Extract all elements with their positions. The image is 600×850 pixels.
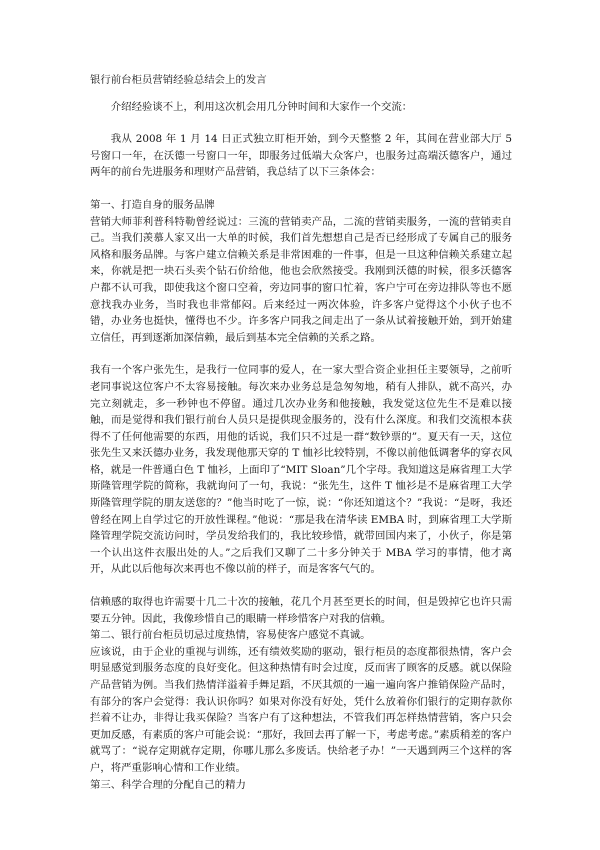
section-1-body: 营销大师菲利普科特勒曾经说过：三流的营销卖产品，二流的营销卖服务，一流的营销卖自己。当我们羡慕人家又出一大单的时候，我们首先想想自己是否已经形成了专属自己的服务风格和服务品牌。与客户建立信赖关系是非常困难的一件事，但是一旦这种信赖关系建立起来，你就是把一块石头卖个钻石价给他，他也会欣然接受。我刚到沃德的时候，很多沃德客户都不认可我，即使我这个窗口空着，旁边同事的窗口忙着，客户宁可在旁边排队等也不愿意找我办业务，当时我也非常郁闷。后来经过一两次体验，许多客户觉得这个小伙子也不错，办业务也挺快，懂得也不少。许多客户同我之间走出了一条从试着接触开始，到开始建立信任，再到逐渐加深信赖，最后到基本完全信赖的关系之路。 <box>90 215 512 344</box>
section-2-heading: 第二、银行前台柜员切忌过度热情，容易使客户感觉不真诚。 <box>90 629 371 642</box>
opening-paragraph: 我从 2008 年 1 月 14 日正式独立盯柜开始，到今天整整 2 年，其间在营业部大厅 5 号窗口一年，在沃德一号窗口一年，即服务过低端大众客户，也服务过高端沃德客户，通过两年的前台先进服务和理财产品营销，我总结了以下三条体会： <box>90 133 512 179</box>
trust-paragraph: 信赖感的取得也许需要十几二十次的接触，花几个月甚至更长的时间，但是毁掉它也许只需要五分钟。因此，我像珍惜自己的眼睛一样珍惜客户对我的信赖。 <box>90 596 512 625</box>
document-body <box>90 72 512 793</box>
customer-story-paragraph: 我有一个客户张先生，是我行一位同事的爱人，在一家大型合资企业担任主要领导，之前听老同事说这位客户不太容易接触。每次来办业务总是急匆匆地，稍有人排队，就不高兴，办完立刻就走，多一秒钟也不停留。通过几次办业务和他接触，我发觉这位先生不是难以接触，而是觉得和我们银行前台人员只是提供现金服务的，没有什么深度。和我们交流根本获得不了任何他需要的东西，用他的话说，我们只不过是一群“数钞票的”。夏天有一天，这位张先生又来沃德办业务，我发现他那天穿的 T 恤衫比较特别，不像以前他低调奢华的穿衣风格，就是一件普通白色 T 恤衫，上面印了“MIT Sloan”几个字母。我知道这是麻省理工大学斯隆管理学院的简称，我就询问了一句，我说：“张先生，这件 T 恤衫是不是麻省理工大学斯隆管理学院的朋友送您的？”他当时吃了一惊，说：“你还知道这个？”我说：“是呀，我还曾经在网上自学过它的开放性课程。”他说：“那是我在清华读 EMBA 时，到麻省理工大学斯隆管理学院交流访问时，学员发给我们的，我比较珍惜，就带回国内来了，小伙子，你是第一个认出这件衣服出处的人。”之后我们又聊了二十多分钟关于 MBA 学习的事情，他才离开，从此以后他每次来再也不像以前的样子，而是客客气气的。 <box>90 364 512 576</box>
section-3-heading: 第三、科学合理的分配自己的精力 <box>90 778 246 791</box>
section-1-heading: 第一、打造自身的服务品牌 <box>90 198 215 211</box>
document-title: 银行前台柜员营销经验总结会上的发言 <box>90 74 267 86</box>
section-2-body: 应该说，由于企业的重视与训练，还有绩效奖励的驱动，银行柜员的态度都很热情，客户会明显感觉到服务态度的良好变化。但这种热情有时会过度，反而害了顾客的反感。就以保险产品营销为例。当我们热情洋溢着手舞足蹈，不厌其烦的一遍一遍向客户推销保险产品时，有部分的客户会觉得：我认识你吗？如果对你没有好处，凭什么放着你们银行的定期存款你拦着不让办，非得让我买保险？当客户有了这种想法，不管我们再怎样热情营销，客户只会更加反感，有素质的客户可能会说：“那好，我回去再了解一下，考虑考虑。”素质稍差的客户就骂了：“说存定期就存定期，你哪儿那么多废话。快给老子办！”一天遇到两三个这样的客户，将严重影响心情和工作业绩。 <box>90 645 512 774</box>
intro-paragraph: 介绍经验谈不上，利用这次机会用几分钟时间和大家作一个交流： <box>110 100 413 113</box>
